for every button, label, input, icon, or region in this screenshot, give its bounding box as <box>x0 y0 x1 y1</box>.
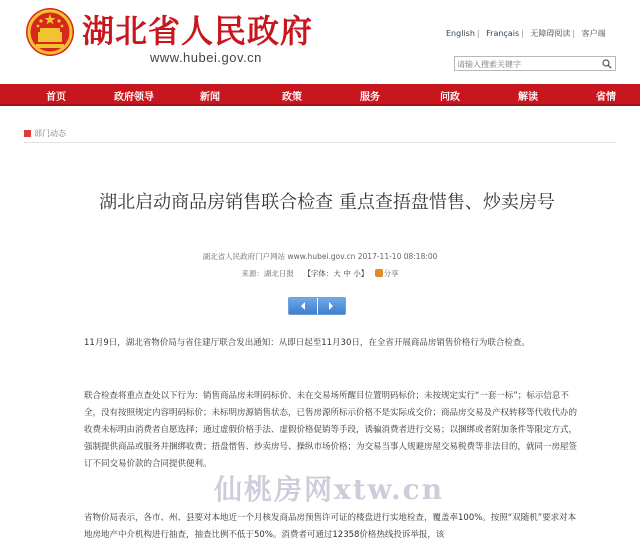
article-meta <box>0 268 640 279</box>
share-link[interactable]: 分享 <box>383 269 399 278</box>
chevron-right-icon <box>327 301 335 311</box>
nav-item-leaders[interactable]: 政府领导 <box>114 92 154 103</box>
accessibility-link[interactable]: 无障碍阅读 <box>530 29 571 38</box>
language-links: English | Français | 无障碍阅读 | 客户端 <box>446 29 606 38</box>
article-title: 湖北启动商品房销售联合检查 重点查捂盘惜售、炒卖房号 <box>99 192 555 213</box>
search-box <box>454 56 616 71</box>
nav-item-interpretation[interactable]: 解读 <box>518 92 538 103</box>
main-nav <box>0 84 640 106</box>
chevron-left-icon <box>299 301 307 311</box>
lang-link-english[interactable]: English <box>446 29 475 38</box>
font-size-switch[interactable]: 【字体：大 中 小】 <box>303 269 369 278</box>
share-icon[interactable] <box>375 269 383 277</box>
watermark: 仙桃房网xtw.cn <box>214 473 445 506</box>
nav-item-news[interactable]: 新闻 <box>200 92 220 103</box>
site-title[interactable]: 湖北省人民政府 <box>82 12 314 50</box>
nav-item-province[interactable]: 省情 <box>596 92 616 103</box>
nav-item-inquiry[interactable]: 问政 <box>440 92 460 103</box>
nav-item-policy[interactable]: 政策 <box>282 92 302 103</box>
article-pager <box>288 297 346 315</box>
lang-link-french[interactable]: Français <box>486 29 520 38</box>
prev-button[interactable] <box>289 298 317 314</box>
next-button[interactable] <box>317 298 346 314</box>
site-header <box>0 0 640 84</box>
client-app-link[interactable]: 客户端 <box>581 29 606 38</box>
article-source-line: 湖北省人民政府门户网站 www.hubei.gov.cn 2017-11-10 08:18:00 <box>202 252 438 261</box>
article-origin: 来源：湖北日报 <box>241 269 294 278</box>
search-input[interactable] <box>457 58 597 70</box>
search-button[interactable] <box>600 57 614 70</box>
divider <box>24 142 616 143</box>
article-paragraph: 联合检查将重点查处以下行为：销售商品房未明码标价、未在交易场所醒目位置明码标价；未按规定实行“一套一标”；标示信息不全，没有按照规定内容明码标价；未标明房源销售状态，已售房源所标示价格不是实际成交价；商品房交易及产权转移等代收代办的收费未标明由消费者自愿选择；通过虚假价格手法、虚假价格促销等手段，诱骗消费者进行交易；以捆绑或者附加条件等限定方式，强制提供商品或服务并捆绑收费；捂盘惜售、炒卖房号、操纵市场价格；为交易当事人规避房屋交易税费等非法目的，就同一房屋签订不同交易价款的合同提供便利。 <box>84 391 578 469</box>
article-paragraph: 省物价局表示，各市、州、县要对本地近一个月核发商品房预售许可证的楼盘进行实地检查，覆盖率100%。按照“双随机”要求对本地房地产中介机构进行抽查，抽查比例不低于50%。消费者可通过12358价格热线投诉举报，该 <box>84 513 577 540</box>
search-icon <box>602 59 612 69</box>
article-paragraph: 11月9日，湖北省物价局与省住建厅联合发出通知：从即日起至11月30日，在全省开展商品房销售价格行为联合检查。 <box>84 338 530 348</box>
breadcrumb <box>24 128 66 139</box>
breadcrumb-marker-icon <box>24 130 31 137</box>
national-emblem-icon <box>24 6 76 58</box>
site-url: www.hubei.gov.cn <box>150 50 262 65</box>
nav-item-service[interactable]: 服务 <box>360 92 380 103</box>
nav-item-home[interactable]: 首页 <box>46 92 66 103</box>
breadcrumb-label[interactable]: 部门动态 <box>34 129 66 138</box>
